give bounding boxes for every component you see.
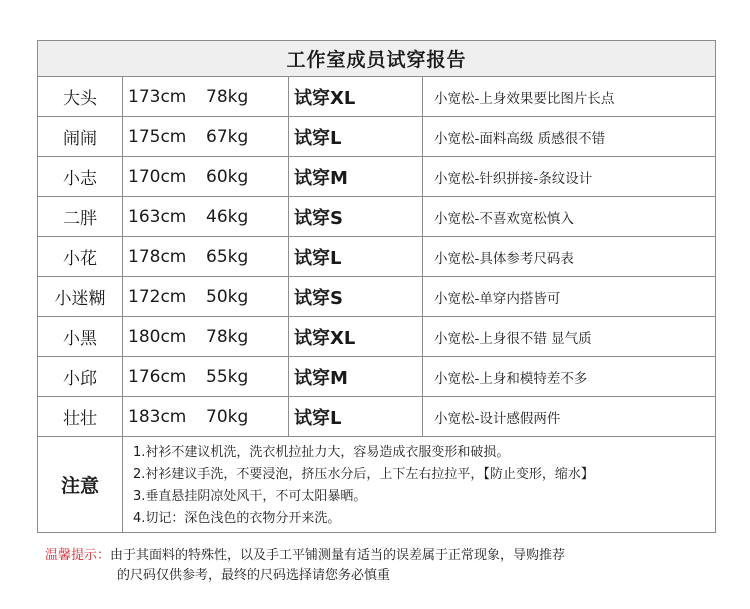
member-row	[38, 77, 715, 117]
member-note: 小宽松-具体参考尺码表	[434, 250, 574, 267]
member-size: 试穿L	[288, 117, 423, 156]
tip-line-1	[45, 546, 735, 566]
member-row	[38, 317, 715, 357]
member-note: 小宽松-不喜欢宽松慎入	[434, 210, 574, 227]
member-name: 小黑	[38, 317, 123, 356]
member-weight: 78kg	[206, 86, 249, 107]
member-height: 183cm	[128, 406, 187, 427]
warm-tip	[45, 546, 735, 586]
member-note: 小宽松-面料高级 质感很不错	[434, 130, 606, 147]
member-weight: 78kg	[206, 326, 249, 347]
member-row	[38, 157, 715, 197]
member-size: 试穿M	[288, 357, 423, 396]
tip-text-1: 由于其面料的特殊性，以及手工平铺测量有适当的误差属于正常现象，导购推荐	[110, 548, 566, 563]
notes-list	[133, 442, 713, 530]
member-row	[38, 397, 715, 437]
member-name: 闹闹	[38, 117, 123, 156]
member-rows	[38, 77, 715, 437]
fitting-report-table	[37, 40, 716, 533]
member-row	[38, 197, 715, 237]
member-note: 小宽松-针织拼接-条纹设计	[434, 170, 593, 187]
member-name: 大头	[38, 77, 123, 116]
notes-label: 注意	[38, 437, 123, 532]
member-size: 试穿L	[288, 397, 423, 436]
report-title: 工作室成员试穿报告	[38, 41, 715, 77]
note-item: 2.衬衫建议手洗，不要浸泡，挤压水分后，上下左右拉拉平，【防止变形，缩水】	[133, 467, 594, 482]
member-note: 小宽松-设计感假两件	[434, 410, 561, 427]
member-weight: 55kg	[206, 366, 249, 387]
member-weight: 65kg	[206, 246, 249, 267]
tip-text-2: 的尺码仅供参考，最终的尺码选择请您务必慎重	[117, 568, 391, 583]
member-height: 176cm	[128, 366, 187, 387]
member-size: 试穿XL	[288, 317, 423, 356]
member-row	[38, 277, 715, 317]
member-row	[38, 357, 715, 397]
member-note: 小宽松-上身效果要比图片长点	[434, 90, 615, 107]
member-weight: 60kg	[206, 166, 249, 187]
note-item: 1.衬衫不建议机洗，洗衣机拉扯力大，容易造成衣服变形和破损。	[133, 445, 510, 460]
member-name: 壮壮	[38, 397, 123, 436]
member-weight: 67kg	[206, 126, 249, 147]
member-size: 试穿M	[288, 157, 423, 196]
note-item: 4.切记：深色浅色的衣物分开来洗。	[133, 511, 341, 526]
member-weight: 70kg	[206, 406, 249, 427]
member-row	[38, 237, 715, 277]
member-size: 试穿L	[288, 237, 423, 276]
member-size: 试穿S	[288, 277, 423, 316]
member-note: 小宽松-上身和模特差不多	[434, 370, 588, 387]
member-height: 180cm	[128, 326, 187, 347]
member-name: 小花	[38, 237, 123, 276]
member-note: 小宽松-上身很不错 显气质	[434, 330, 592, 347]
member-weight: 50kg	[206, 286, 249, 307]
member-name: 小邱	[38, 357, 123, 396]
member-size: 试穿S	[288, 197, 423, 236]
member-height: 175cm	[128, 126, 187, 147]
member-height: 178cm	[128, 246, 187, 267]
member-height: 170cm	[128, 166, 187, 187]
note-item: 3.垂直悬挂阴凉处风干，不可太阳暴晒。	[133, 489, 367, 504]
tip-label: 温馨提示：	[45, 548, 111, 563]
member-row	[38, 117, 715, 157]
member-height: 172cm	[128, 286, 187, 307]
member-weight: 46kg	[206, 206, 249, 227]
member-height: 173cm	[128, 86, 187, 107]
care-notes-section	[38, 437, 715, 532]
member-note: 小宽松-单穿内搭皆可	[434, 290, 561, 307]
member-height: 163cm	[128, 206, 187, 227]
member-size: 试穿XL	[288, 77, 423, 116]
member-name: 二胖	[38, 197, 123, 236]
member-name: 小志	[38, 157, 123, 196]
member-name: 小迷糊	[38, 277, 123, 316]
